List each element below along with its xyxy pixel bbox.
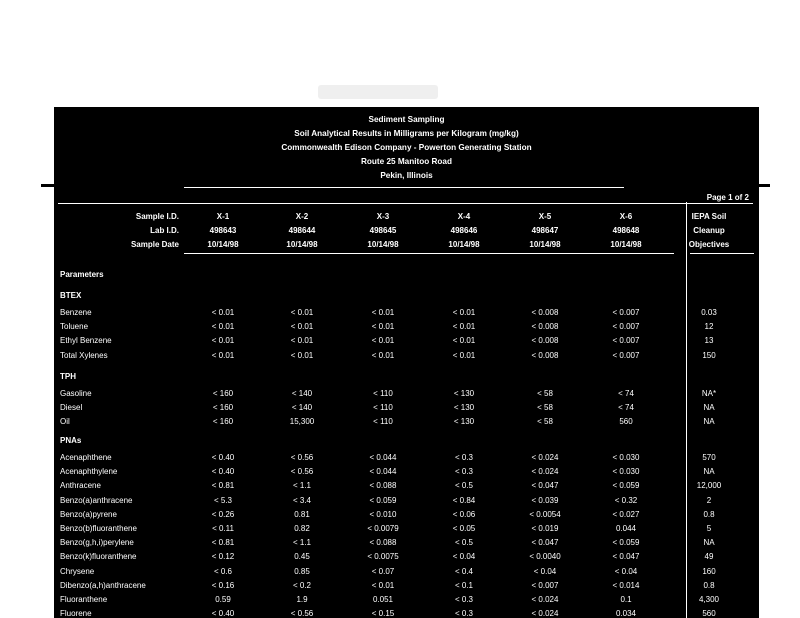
- result-cell: < 0.007: [612, 350, 640, 360]
- result-cell: 560: [619, 417, 633, 427]
- section-heading: PNAs: [60, 436, 82, 445]
- result-cell: < 0.15: [371, 609, 395, 618]
- col-4-date: 10/14/98: [448, 240, 480, 249]
- parameter-name: Acenaphthylene: [60, 467, 118, 477]
- parameter-name: Fluoranthene: [60, 595, 108, 604]
- result-cell: < 0.3: [454, 609, 473, 618]
- title-line-2: Soil Analytical Results in Milligrams per Kilogram (mg/kg): [294, 129, 519, 138]
- result-cell: 0.051: [372, 595, 394, 604]
- col-6-date: 10/14/98: [610, 240, 642, 249]
- result-cell: < 0.40: [211, 467, 235, 477]
- result-cell: < 0.06: [452, 509, 476, 519]
- result-cell: < 0.81: [211, 538, 235, 548]
- objective-cell: 12,000: [696, 481, 722, 491]
- result-cell: < 0.024: [531, 453, 559, 462]
- header-bottom-rule: [184, 253, 674, 254]
- table-row: [54, 495, 759, 509]
- result-cell: < 0.01: [371, 336, 395, 346]
- result-cell: < 0.0075: [367, 552, 399, 562]
- table-row: [54, 452, 759, 466]
- objective-cell: NA: [703, 467, 715, 477]
- result-cell: < 0.039: [531, 495, 559, 505]
- objective-cell: 12: [704, 322, 714, 332]
- result-cell: < 3.4: [292, 495, 311, 505]
- result-cell: 1.9: [296, 595, 308, 604]
- objective-line-2: Cleanup: [693, 226, 725, 235]
- result-cell: < 0.16: [211, 580, 235, 590]
- result-cell: < 0.01: [290, 350, 314, 360]
- col-1-date: 10/14/98: [207, 240, 239, 249]
- result-cell: < 130: [453, 417, 475, 427]
- result-cell: < 110: [373, 403, 393, 413]
- result-cell: 0.044: [615, 524, 637, 533]
- result-cell: < 0.04: [614, 566, 638, 576]
- parameter-name: Ethyl Benzene: [60, 336, 112, 346]
- col-4-lab-id: 498646: [450, 226, 478, 235]
- parameter-name: Benzo(a)pyrene: [60, 509, 117, 519]
- col-5-sample-id: X-5: [538, 212, 552, 221]
- result-cell: 0.034: [615, 609, 637, 618]
- result-cell: < 0.01: [452, 336, 476, 346]
- result-cell: < 0.01: [452, 322, 476, 332]
- objective-cell: NA*: [701, 389, 717, 398]
- result-cell: < 0.047: [531, 538, 559, 548]
- result-cell: < 0.56: [290, 467, 314, 477]
- table-row: [54, 537, 759, 551]
- result-cell: < 0.030: [612, 453, 640, 462]
- result-cell: < 0.01: [211, 308, 235, 317]
- objective-line-3: Objectives: [688, 240, 730, 249]
- table-row: [54, 335, 759, 349]
- objective-cell: 49: [704, 552, 714, 562]
- objective-cell: 150: [702, 350, 716, 360]
- result-cell: < 110: [373, 389, 393, 398]
- result-cell: < 0.059: [369, 495, 397, 505]
- result-cell: < 0.01: [371, 350, 395, 360]
- result-cell: 0.81: [294, 509, 310, 519]
- table-row: [54, 321, 759, 335]
- result-cell: < 0.04: [452, 552, 476, 562]
- result-cell: < 0.5: [454, 481, 473, 491]
- objective-cell: 4,300: [698, 595, 720, 604]
- col-6-sample-id: X-6: [619, 212, 633, 221]
- result-cell: < 0.008: [531, 350, 559, 360]
- result-cell: < 0.01: [371, 308, 395, 317]
- result-cell: < 0.26: [211, 509, 235, 519]
- result-cell: < 0.40: [211, 453, 235, 462]
- table-row: [54, 509, 759, 523]
- result-cell: < 0.32: [614, 495, 638, 505]
- result-cell: < 0.010: [369, 509, 397, 519]
- scan-artifact: [318, 85, 438, 99]
- result-cell: < 0.027: [612, 509, 640, 519]
- parameters-label: Parameters: [60, 270, 104, 279]
- result-cell: < 0.01: [452, 308, 476, 317]
- result-cell: < 0.04: [533, 566, 557, 576]
- result-cell: < 58: [537, 403, 553, 413]
- result-cell: < 0.01: [371, 580, 395, 590]
- section-heading: TPH: [60, 372, 76, 381]
- objective-cell: NA: [703, 417, 715, 427]
- parameter-name: Gasoline: [60, 389, 92, 398]
- table-row: [54, 350, 759, 364]
- table-row: [54, 608, 759, 618]
- objective-cell: 5: [706, 524, 712, 533]
- result-cell: < 0.56: [290, 453, 314, 462]
- objective-cell: 13: [704, 336, 714, 346]
- page-number: Page 1 of 2: [706, 193, 749, 202]
- result-cell: < 0.014: [612, 580, 640, 590]
- result-cell: < 0.047: [612, 552, 640, 562]
- table-row: [54, 523, 759, 537]
- result-cell: < 0.01: [290, 322, 314, 332]
- parameter-name: Chrysene: [60, 566, 95, 576]
- result-cell: < 58: [537, 389, 553, 398]
- result-cell: < 74: [618, 389, 634, 398]
- result-cell: < 0.05: [452, 524, 476, 533]
- sample-date-label: Sample Date: [130, 240, 179, 249]
- result-cell: 15,300: [289, 417, 315, 427]
- col-6-lab-id: 498648: [612, 226, 640, 235]
- objective-cell: 570: [702, 453, 716, 462]
- result-cell: < 0.007: [612, 322, 640, 332]
- result-cell: < 0.0054: [529, 509, 561, 519]
- col-1-lab-id: 498643: [209, 226, 237, 235]
- result-cell: < 0.01: [371, 322, 395, 332]
- result-cell: < 0.047: [531, 481, 559, 491]
- result-cell: < 0.4: [454, 566, 473, 576]
- table-row: [54, 480, 759, 494]
- result-cell: < 0.0079: [367, 524, 399, 533]
- table-row: [54, 307, 759, 321]
- parameter-name: Benzene: [60, 308, 92, 317]
- header-rule: [58, 203, 753, 204]
- result-cell: < 1.1: [292, 538, 311, 548]
- parameter-name: Benzo(a)anthracene: [60, 495, 133, 505]
- result-cell: < 74: [618, 403, 634, 413]
- result-cell: < 0.01: [290, 308, 314, 317]
- header-date-row: [54, 239, 759, 253]
- result-cell: < 0.059: [612, 481, 640, 491]
- objective-cell: 2: [706, 495, 712, 505]
- result-cell: < 0.024: [531, 609, 559, 618]
- parameter-name: Dibenzo(a,h)anthracene: [60, 580, 146, 590]
- result-cell: < 0.56: [290, 609, 314, 618]
- result-cell: < 0.3: [454, 467, 473, 477]
- result-cell: < 0.11: [212, 524, 234, 533]
- result-cell: < 0.3: [454, 595, 473, 604]
- col-4-sample-id: X-4: [457, 212, 471, 221]
- table-row: [54, 416, 759, 430]
- result-cell: < 0.07: [371, 566, 395, 576]
- header-lab-id-row: [54, 225, 759, 239]
- result-cell: < 0.01: [290, 336, 314, 346]
- result-cell: < 0.019: [531, 524, 559, 533]
- col-3-date: 10/14/98: [367, 240, 399, 249]
- result-cell: < 0.030: [612, 467, 640, 477]
- title-line-4: Route 25 Manitoo Road: [361, 157, 452, 166]
- title-line-5: Pekin, Illinois: [380, 171, 433, 180]
- result-cell: < 0.008: [531, 336, 559, 346]
- parameter-name: Oil: [60, 417, 70, 427]
- result-cell: < 130: [453, 389, 475, 398]
- title-line-3: Commonwealth Edison Company - Powerton Generating Station: [281, 143, 532, 152]
- result-cell: < 0.024: [531, 595, 559, 604]
- table-row: [54, 402, 759, 416]
- result-cell: < 160: [212, 417, 234, 427]
- result-cell: < 0.84: [452, 495, 476, 505]
- result-cell: < 0.024: [531, 467, 559, 477]
- result-cell: < 0.0040: [529, 552, 561, 562]
- parameter-name: Anthracene: [60, 481, 101, 491]
- col-2-sample-id: X-2: [295, 212, 309, 221]
- parameter-name: Benzo(b)fluoranthene: [60, 524, 137, 533]
- parameter-name: Fluorene: [60, 609, 92, 618]
- result-cell: < 0.007: [531, 580, 559, 590]
- col-3-lab-id: 498645: [369, 226, 397, 235]
- result-cell: < 110: [373, 417, 393, 427]
- table-row: [54, 466, 759, 480]
- objective-cell: 160: [702, 566, 716, 576]
- table-row: [54, 388, 759, 402]
- result-cell: < 0.008: [531, 308, 559, 317]
- objective-cell: NA: [703, 403, 715, 413]
- scan-edge-line-right: [758, 184, 770, 187]
- result-cell: < 0.059: [612, 538, 640, 548]
- result-cell: < 160: [212, 389, 234, 398]
- result-cell: < 0.01: [211, 322, 235, 332]
- objective-cell: NA: [703, 538, 715, 548]
- objective-bottom-rule: [690, 253, 754, 254]
- title-line-1: Sediment Sampling: [368, 115, 445, 124]
- result-cell: < 58: [537, 417, 553, 427]
- result-cell: < 0.01: [211, 350, 235, 360]
- result-cell: < 1.1: [292, 481, 311, 491]
- section-heading: BTEX: [60, 291, 82, 300]
- objective-cell: 0.8: [703, 580, 715, 590]
- table-row: [54, 566, 759, 580]
- result-cell: 0.45: [294, 552, 310, 562]
- table-row: [54, 580, 759, 594]
- header-sample-id-row: [54, 211, 759, 225]
- result-cell: < 0.81: [211, 481, 235, 491]
- result-cell: < 0.007: [612, 308, 640, 317]
- result-cell: < 140: [291, 389, 313, 398]
- result-cell: < 0.40: [211, 609, 235, 618]
- objective-cell: 0.8: [703, 509, 715, 519]
- lab-id-label: Lab I.D.: [150, 226, 179, 235]
- result-cell: < 0.1: [454, 580, 473, 590]
- parameter-name: Benzo(k)fluoranthene: [60, 552, 137, 562]
- parameter-name: Diesel: [60, 403, 83, 413]
- result-cell: < 130: [453, 403, 475, 413]
- result-cell: < 0.088: [369, 481, 397, 491]
- result-cell: 0.85: [294, 566, 310, 576]
- sample-id-label: Sample I.D.: [135, 212, 179, 221]
- result-cell: < 0.5: [454, 538, 473, 548]
- objective-line-1: IEPA Soil: [691, 212, 727, 221]
- scanned-page: [54, 107, 759, 618]
- result-cell: < 0.6: [213, 566, 232, 576]
- title-underline: [184, 187, 624, 188]
- parameter-name: Acenaphthene: [60, 453, 112, 462]
- result-cell: < 160: [212, 403, 234, 413]
- col-5-lab-id: 498647: [531, 226, 559, 235]
- result-cell: < 0.3: [454, 453, 473, 462]
- result-cell: < 0.01: [211, 336, 235, 346]
- table-row: [54, 551, 759, 565]
- col-1-sample-id: X-1: [216, 212, 230, 221]
- col-2-lab-id: 498644: [288, 226, 316, 235]
- result-cell: 0.59: [215, 595, 231, 604]
- objective-cell: 560: [702, 609, 716, 618]
- result-cell: < 0.12: [211, 552, 235, 562]
- scan-edge-line-left: [41, 184, 55, 187]
- col-3-sample-id: X-3: [376, 212, 390, 221]
- result-cell: < 0.007: [612, 336, 640, 346]
- parameter-name: Toluene: [60, 322, 89, 332]
- result-cell: < 0.044: [369, 467, 397, 477]
- result-cell: < 0.01: [452, 350, 476, 360]
- title-block: [54, 113, 759, 183]
- result-cell: 0.82: [294, 524, 310, 533]
- col-5-date: 10/14/98: [529, 240, 561, 249]
- parameter-name: Total Xylenes: [60, 350, 108, 360]
- result-cell: < 0.044: [369, 453, 397, 462]
- result-cell: 0.1: [620, 595, 632, 604]
- objective-cell: 0.03: [701, 308, 717, 317]
- result-cell: < 140: [291, 403, 313, 413]
- col-2-date: 10/14/98: [286, 240, 318, 249]
- result-cell: < 5.3: [213, 495, 232, 505]
- result-cell: < 0.008: [531, 322, 559, 332]
- result-cell: < 0.2: [292, 580, 311, 590]
- parameter-name: Benzo(g,h,i)perylene: [60, 538, 134, 548]
- table-row: [54, 594, 759, 608]
- result-cell: < 0.088: [369, 538, 397, 548]
